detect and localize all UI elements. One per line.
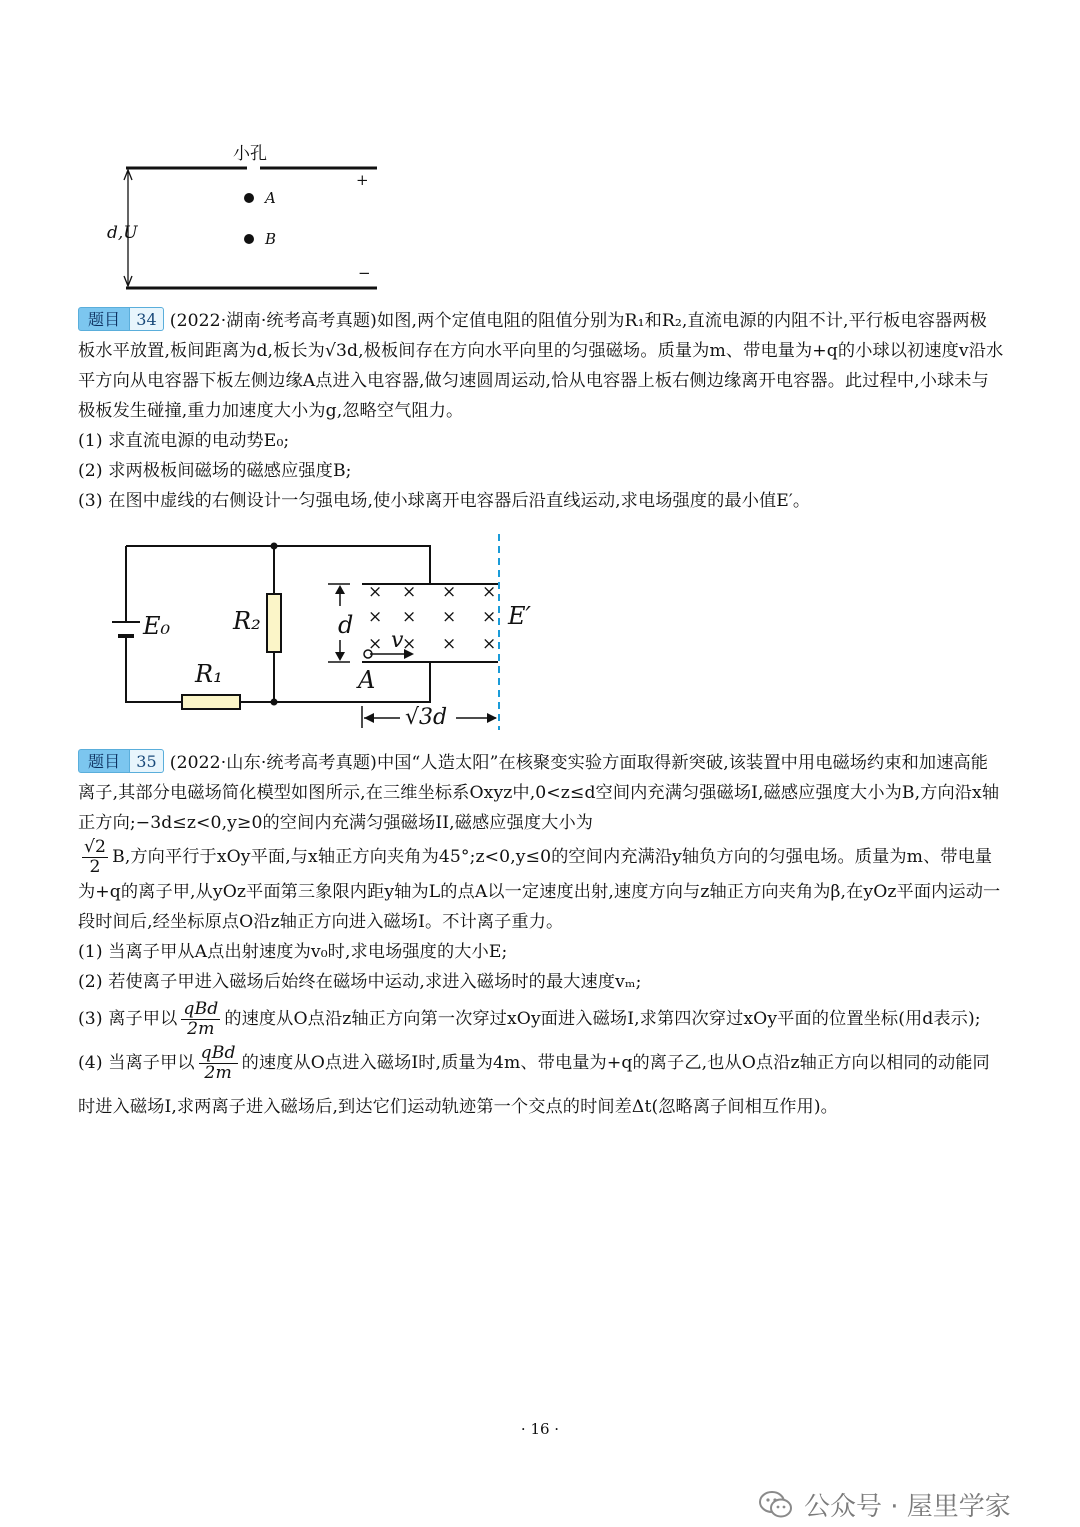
minus-sign: −: [358, 264, 371, 282]
problem-stem-text: 如图,两个定值电阻的阻值分别为R₁和R₂,直流电源的内阻不计,平行板电容器两极板水平放置,板间距离为d,板长为√3d,极板间存在方向水平向里的匀强磁场。质量为m、带电量为+q的小球以初速度v沿水平方向从电容器下板左侧边缘A点进入电容器,做匀速圆周运动,恰从电容器上板右侧边缘离开电容器。此过程中,小球未与极板发生碰撞,重力加速度大小为g,忽略空气阻力。: [78, 311, 1004, 421]
fraction-numerator: qBd: [183, 998, 219, 1019]
problem-34: [78, 306, 1004, 516]
field-mark: ×: [402, 607, 417, 627]
point-a-label: A: [265, 189, 276, 207]
question-1: (1) 求直流电源的电动势E₀;: [78, 431, 290, 451]
problem-source: (2022·湖南·统考高考真题): [169, 311, 377, 331]
question-4: [78, 1041, 1004, 1129]
field-mark: ×: [442, 582, 457, 602]
wire-left-bottom: [126, 636, 182, 702]
resistor-r2: [267, 594, 281, 652]
fraction-numerator: qBd: [200, 1042, 236, 1063]
problem-source: (2022·山东·统考高考真题): [169, 753, 377, 773]
r2-label: R₂: [233, 607, 261, 635]
problem-stem-text: 中国“人造太阳”在核聚变实验方面取得新突破,该装置中用电磁场约束和加速高能离子,其部分电磁场简化模型如图所示,在三维坐标系Oxyz中,0<z≤d空间内充满匀强磁场I,磁感应强度大小为B,方向沿x轴正方向;−3d≤z<0,y≥0的空间内充满匀强磁场II,磁感应强度大小为: [78, 753, 1000, 833]
question-3-suffix: 的速度从O点沿z轴正方向第一次穿过xOy面进入磁场I,求第四次穿过xOy平面的位置坐标(用d表示);: [224, 1008, 981, 1029]
eprime-label: E′: [508, 602, 531, 630]
field-mark: ×: [368, 607, 383, 627]
field-mark: ×: [482, 582, 497, 602]
field-mark: ×: [368, 634, 383, 654]
v-label: v: [391, 628, 404, 653]
length-arrowhead-right: [487, 713, 497, 723]
problem-35: [78, 748, 1004, 1129]
problem-tag: 题目: [78, 307, 130, 331]
e0-label: E₀: [143, 612, 171, 640]
field-mark: ×: [402, 582, 417, 602]
d-label: d: [338, 611, 354, 639]
velocity-fraction: [199, 1044, 238, 1083]
problem-34-stem: [78, 306, 1004, 426]
wechat-icon: [758, 1489, 794, 1521]
question-4-prefix: (4) 当离子甲以: [78, 1052, 195, 1073]
question-3: [78, 997, 1004, 1041]
wire-r1-right: [240, 662, 430, 702]
hole-label: 小孔: [233, 144, 267, 164]
problem-number: 35: [130, 749, 164, 773]
field-mark: ×: [482, 607, 497, 627]
point-a-dot: [244, 193, 254, 203]
problem-stem-text-2: B,方向平行于xOy平面,与x轴正方向夹角为45°;z<0,y≤0的空间内充满沿y轴负方向的匀强电场。质量为m、带电量为+q的离子甲,从yOz平面第三象限内距y轴为L的点A以一定速度出射,速度方向与z轴正方向夹角为β,在yOz平面内运动一段时间后,经坐标原点O沿z轴正方向进入磁场I。不计离子重力。: [78, 846, 1001, 932]
point-b-dot: [244, 234, 254, 244]
fraction-numerator: √2: [84, 837, 107, 857]
problem-35-stem: [78, 748, 1004, 838]
resistor-r1: [182, 695, 240, 709]
question-1: (1) 当离子甲从A点出射速度为v₀时,求电场强度的大小E;: [78, 941, 508, 962]
footer-watermark: [758, 1486, 1011, 1523]
question-3: (3) 在图中虚线的右侧设计一匀强电场,使小球离开电容器后沿直线运动,求电场强度的最小值E′。: [78, 491, 811, 511]
field-mark: ×: [482, 634, 497, 654]
wire-top: [126, 546, 430, 584]
footer-text: 公众号 · 屋里学家: [804, 1492, 1011, 1522]
problem-badge: [78, 749, 164, 773]
question-2: (2) 求两极板间磁场的磁感应强度B;: [78, 461, 352, 481]
page-number: · 16 ·: [520, 1420, 560, 1438]
field-mark: ×: [368, 582, 383, 602]
point-b-label: B: [265, 230, 277, 248]
junction-bottom: [271, 699, 278, 706]
length-label: √3d: [405, 705, 448, 730]
r1-label: R₁: [195, 660, 223, 688]
problem-badge: [78, 307, 164, 331]
fraction-denominator: 2: [89, 856, 101, 877]
a-label: A: [358, 666, 376, 694]
fraction-denominator: 2m: [187, 1018, 215, 1039]
fraction-denominator: 2m: [204, 1062, 232, 1083]
field-mark: ×: [442, 634, 457, 654]
length-arrowhead-left: [364, 713, 374, 723]
d-arrowhead-down: [335, 652, 345, 661]
plus-sign: +: [356, 171, 369, 189]
junction-top: [271, 543, 278, 550]
question-3-prefix: (3) 离子甲以: [78, 1008, 178, 1029]
figure-capacitor-plates: [100, 140, 400, 300]
problem-number: 34: [130, 307, 164, 331]
question-2: (2) 若使离子甲进入磁场后始终在磁场中运动,求进入磁场时的最大速度vₘ;: [78, 971, 642, 992]
problem-35-stem-continued: [78, 838, 1004, 937]
velocity-fraction: [181, 1000, 220, 1039]
d-arrowhead-up: [335, 585, 345, 594]
distance-voltage-label: d,U: [107, 223, 138, 243]
field-mark: ×: [442, 607, 457, 627]
problem-tag: 题目: [78, 749, 130, 773]
field-mark: ×: [402, 634, 417, 654]
sqrt2-over-2-fraction: [82, 838, 108, 877]
question-4-suffix: 的速度从O点进入磁场I时,质量为4m、带电量为+q的离子乙,也从O点沿z轴正方向以相同的动能同时进入磁场I,求两离子进入磁场后,到达它们运动轨迹第一个交点的时间差Δt(忽略离子间相互作用)。: [78, 1052, 990, 1117]
